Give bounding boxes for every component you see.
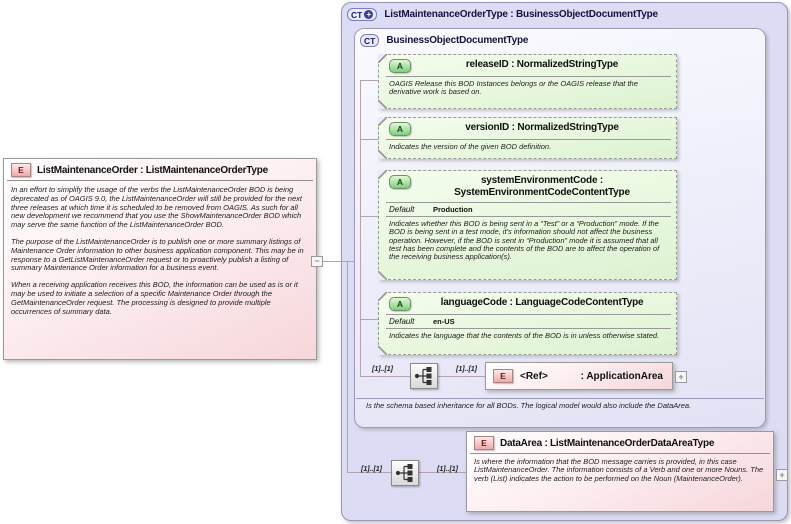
doc-paragraph: The purpose of the ListMaintenanceOrder is to publish one or more summary listings of Maintenance Order information to other business application component. This may be in response to a GetListMaintenanceOrder request or to proactively publish a listing of summary Maintenance Order information for a business event. (11, 236, 304, 273)
default-label: Default (389, 317, 415, 326)
connector-line (347, 261, 348, 473)
complex-type-title: ListMaintenanceOrderType : BusinessObjectDocumentType (384, 9, 658, 20)
complex-type-header (342, 3, 787, 21)
base-type-title: BusinessObjectDocumentType (386, 35, 529, 46)
root-element-header (4, 159, 316, 179)
attribute-languagecode[interactable] (378, 292, 677, 355)
root-element-title: ListMaintenanceOrder : ListMaintenanceOrderType (37, 164, 268, 176)
base-type-header (355, 29, 765, 47)
connector-line (322, 261, 355, 262)
attribute-doc: Indicates the language that the contents of the BOD is in unless otherwise stated. (389, 331, 660, 340)
sequence-icon (391, 460, 419, 486)
attribute-systemenvironmentcode[interactable] (378, 170, 677, 280)
attribute-releaseid[interactable] (378, 54, 677, 109)
sequence-glyph (394, 463, 416, 483)
connector-line (438, 376, 485, 377)
element-badge-icon: E (493, 369, 513, 383)
connector-line (360, 139, 378, 140)
expand-icon[interactable]: + (675, 371, 687, 383)
dataarea-element-node[interactable] (466, 431, 774, 512)
dataarea-title: DataArea : ListMaintenanceOrderDataAreaType (500, 437, 715, 449)
applicationarea-type-label: : ApplicationArea (580, 370, 663, 382)
cardinality-label: [1]..[1] (361, 466, 382, 473)
root-element-doc (4, 181, 316, 320)
sequence-glyph (413, 366, 435, 386)
complex-type-badge-label: CT (351, 9, 363, 20)
default-value: Production (433, 205, 473, 214)
attribute-badge-icon: A (389, 59, 411, 73)
collapse-icon[interactable]: − (311, 256, 323, 267)
attribute-badge-icon: A (389, 297, 411, 311)
base-type-footer-divider (356, 398, 764, 399)
attribute-header (379, 293, 676, 313)
connector-line (360, 319, 378, 320)
derived-plus-icon: + (364, 10, 373, 19)
attribute-header (379, 171, 676, 201)
attribute-title: systemEnvironmentCode : SystemEnvironmentCodeContentType (454, 175, 630, 198)
root-element-node[interactable] (3, 158, 317, 360)
element-badge-icon: E (11, 163, 31, 177)
attribute-versionid[interactable] (378, 117, 677, 159)
sequence-icon (410, 363, 438, 389)
attribute-title: languageCode : LanguageCodeContentType (440, 297, 644, 308)
attribute-title: releaseID : NormalizedStringType (465, 59, 619, 70)
cardinality-label: [1]..[1] (437, 466, 458, 473)
attribute-header (379, 118, 676, 138)
applicationarea-ref-label: <Ref> (520, 370, 548, 382)
expand-icon[interactable]: + (776, 469, 788, 481)
connector-line (360, 376, 410, 377)
connector-line (360, 216, 378, 217)
cardinality-label: [1]..[1] (456, 366, 477, 373)
element-badge-icon: E (474, 436, 494, 450)
attribute-header (379, 55, 676, 75)
attribute-connector-line (360, 80, 361, 377)
doc-paragraph: When a receiving application receives this BOD, the information can be used as is or it may be used to initiate a selection of a specific Maintenance Order through the GetMaintenanceOrder request. The processing is designed to provide multiple occurrences of summary data. (11, 280, 298, 316)
cardinality-label: [1]..[1] (372, 366, 393, 373)
dataarea-header (467, 432, 773, 452)
attribute-default-row (379, 203, 676, 215)
base-type-doc: Is the schema based inheritance for all BODs. The logical model would also include the DataArea. (366, 401, 692, 410)
attribute-doc: OAGIS Release this BOD Instances belongs or the OAGIS release that the derivative work is based on. (389, 79, 638, 97)
attribute-doc: Indicates the version of the given BOD definition. (389, 142, 552, 151)
connector-line (360, 80, 378, 81)
attribute-badge-icon: A (389, 122, 411, 136)
dataarea-doc: Is where the information that the BOD message carries is provided, in this case ListMaintenanceOrder. The information consists of a Verb and one or more Nouns. The verb (List) indicates the action to be performed on the Noun (MaintenanceOrder). (474, 457, 764, 483)
doc-paragraph: In an effort to simplify the usage of the verbs the ListMaintenanceOrder BOD is being deprecated as of OAGIS 9.0, the ListMaintenanceOrder will still be provided for the next three releases at which time it is scheduled to be removed from OAGIS. As such for all new development we recommend that you use the ShowMaintenanceOrder BOD which may serve the same function of the ListMaintenanceOrder BOD. (11, 185, 302, 230)
applicationarea-element-node[interactable] (485, 362, 673, 390)
default-value: en-US (433, 317, 455, 326)
default-label: Default (389, 205, 415, 214)
attribute-title: versionID : NormalizedStringType (465, 122, 619, 133)
applicationarea-header (486, 363, 672, 389)
attribute-doc: Indicates whether this BOD is being sent in a “Test” or a “Production” mode. If the BOD is being sent in a test mode, it's information should not affect the business operation. However, if the BOD is sent in “Production” mode it is assumed that all test has been complete and the contents of the BOD are to affect the operation of the receiving business application(s). (389, 219, 660, 262)
base-type-badge-icon: CT (360, 34, 379, 47)
attribute-default-row (379, 315, 676, 327)
complex-type-badge-icon (347, 8, 377, 21)
attribute-badge-icon: A (389, 175, 411, 189)
